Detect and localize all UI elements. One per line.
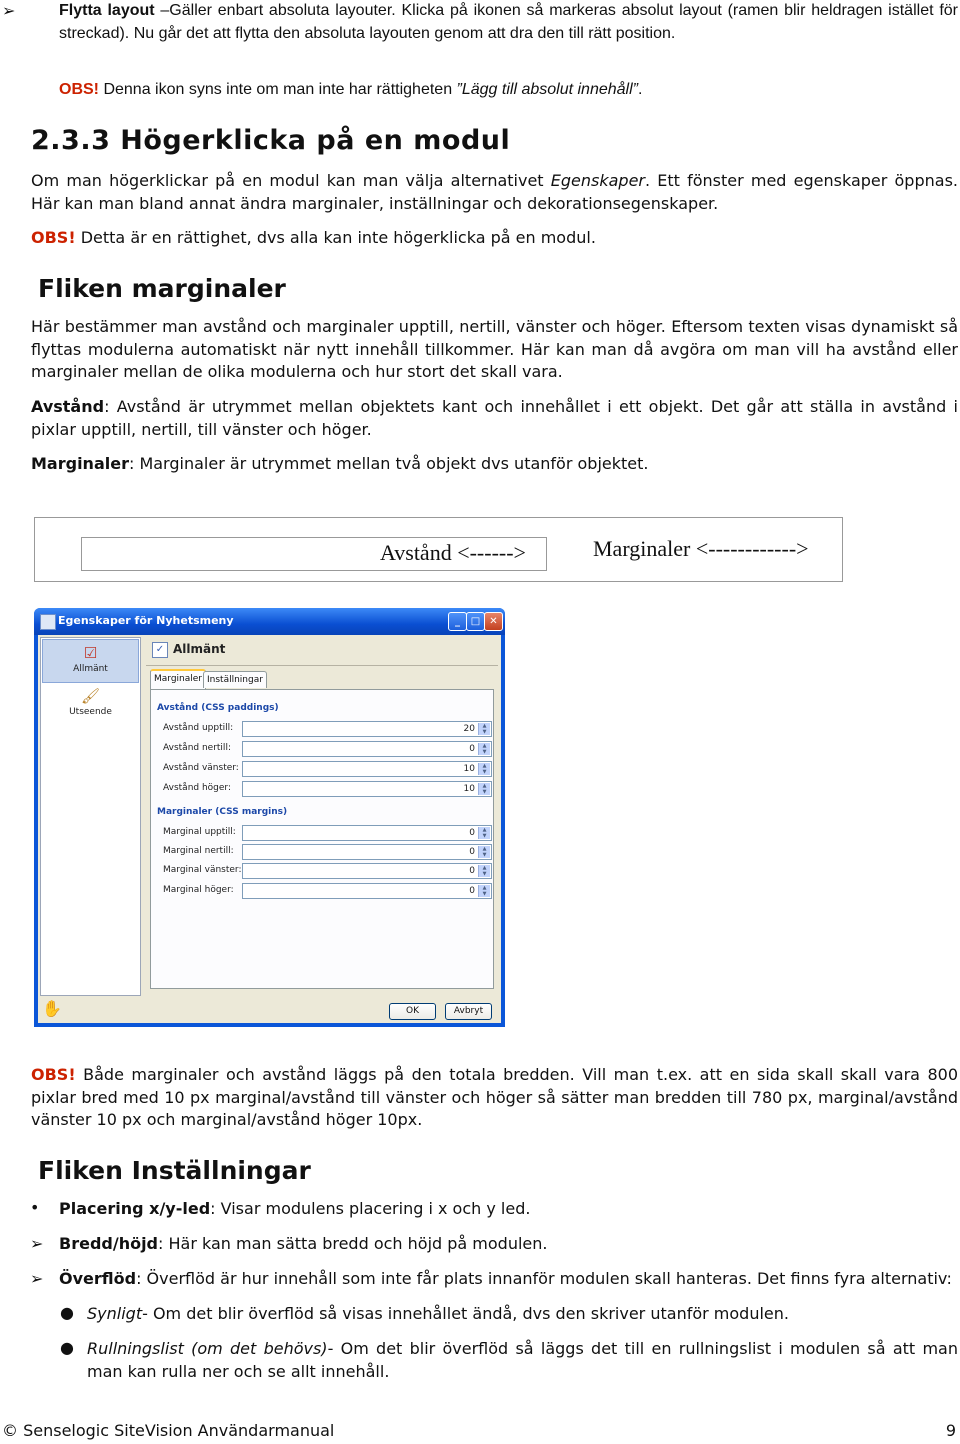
- ok-button[interactable]: OK: [389, 1003, 436, 1020]
- bullet-dot-icon: ●: [60, 1303, 74, 1322]
- obs-text: Både marginaler och avstånd läggs på den totala bredden. Vill man t.ex. att en sida skall skall vara 800 pixlar bred med 10 px marginal/avstånd till vänster och höger så sätter man bredden till 780 px, marginal/avstånd vänster 10 px och marginal/avstånd höger 10px.: [31, 1065, 958, 1129]
- dialog-title: Egenskaper för Nyhetsmeny: [58, 614, 234, 627]
- dialog-main-pane: [146, 637, 498, 994]
- close-icon[interactable]: ✕: [484, 612, 503, 631]
- marginals-heading: Fliken marginaler: [38, 274, 286, 303]
- margin-bottom-input[interactable]: [242, 844, 492, 860]
- padding-margin-diagram: [34, 517, 843, 582]
- field-value: 0: [469, 886, 475, 896]
- tab-installningar[interactable]: Inställningar: [203, 671, 267, 688]
- avstand-paragraph: [31, 396, 958, 441]
- page-number: 9: [945, 1421, 956, 1440]
- field-label: Marginal nertill:: [163, 846, 234, 856]
- arrow-bullet-icon: ➢: [30, 1269, 44, 1288]
- item-text: : Här kan man sätta bredd och höjd på modulen.: [158, 1234, 548, 1253]
- obs-label: OBS!: [31, 228, 76, 247]
- padding-bottom-input[interactable]: [242, 741, 492, 757]
- field-value: 10: [463, 784, 475, 794]
- sidebar-item-allmant[interactable]: [42, 639, 139, 683]
- marginaler-paragraph: [31, 453, 958, 476]
- obs-text: Denna ikon syns inte om man inte har rättigheten: [99, 81, 457, 98]
- bullet-dot-icon: ●: [60, 1338, 74, 1357]
- padding-left-input[interactable]: [242, 761, 492, 777]
- spinner-icon[interactable]: ▲ ▼: [478, 723, 490, 735]
- dialog-titlebar: [34, 608, 505, 635]
- item-label: Placering x/y-led: [59, 1199, 211, 1218]
- settings-item-overflod: [59, 1268, 958, 1291]
- bullet-text: –Gäller enbart absoluta layouter. Klicka på ikonen så markeras absolut layout (ramen blir heldragen istället för streckad). Nu går det att flytta den absoluta layouten genom att dra den till rätt position.: [59, 2, 959, 42]
- section-heading: 2.3.3 Högerklicka på en modul: [31, 125, 511, 156]
- settings-item-placering: [59, 1198, 958, 1221]
- spinner-icon[interactable]: ▲ ▼: [478, 885, 490, 897]
- sitevision-hand-icon: ✋: [42, 999, 62, 1018]
- obs-italic: ”Lägg till absolut innehåll”: [456, 81, 638, 98]
- dialog-sidebar: [40, 637, 141, 996]
- term-text: : Avstånd är utrymmet mellan objektets kant och innehållet i ett objekt. Det går att ställa in avstånd i pixlar upptill, nertill, till vänster och höger.: [31, 397, 958, 439]
- obs-note-3: [31, 1064, 958, 1132]
- term-label: Marginaler: [31, 454, 129, 473]
- checklist-icon: ☑: [83, 644, 98, 662]
- panel-header: [146, 637, 498, 666]
- settings-item-bredd: [59, 1233, 958, 1256]
- group-padding-title: Avstånd (CSS paddings): [157, 703, 279, 713]
- obs-label: OBS!: [31, 1065, 76, 1084]
- field-label: Marginal upptill:: [163, 827, 236, 837]
- obs-note-1: [59, 79, 958, 102]
- sidebar-item-label: Allmänt: [73, 664, 108, 674]
- field-value: 0: [469, 847, 475, 857]
- sidebar-item-label: Utseende: [69, 707, 112, 717]
- option-text: - Om det blir överflöd så läggs det till en rullningslist i modulen så att man man kan rulla ner och se allt innehåll.: [87, 1339, 958, 1381]
- tab-content: [150, 689, 494, 989]
- term-label: Avstånd: [31, 397, 105, 416]
- option-text: - Om det blir överflöd så visas innehållet ändå, dvs den skriver utanför modulen.: [142, 1304, 789, 1323]
- margin-top-input[interactable]: [242, 825, 492, 841]
- properties-dialog: [34, 608, 505, 1027]
- window-app-icon: [40, 614, 56, 630]
- arrow-bullet-icon: ➢: [30, 1234, 44, 1253]
- item-text: : Överflöd är hur innehåll som inte får plats innanför modulen skall hanteras. Det finns fyra alternativ:: [136, 1269, 952, 1288]
- spinner-icon[interactable]: ▲ ▼: [478, 846, 490, 858]
- spinner-icon[interactable]: ▲ ▼: [478, 865, 490, 877]
- minimize-icon[interactable]: _: [448, 612, 467, 631]
- sidebar-item-utseende[interactable]: [42, 683, 139, 725]
- overflow-option-rullningslist: [87, 1338, 958, 1383]
- spinner-icon[interactable]: ▲ ▼: [478, 827, 490, 839]
- paintbrush-icon: 🖌: [80, 687, 101, 705]
- field-value: 0: [469, 744, 475, 754]
- checklist-icon: ✓: [152, 642, 168, 658]
- marginals-paragraph: Här bestämmer man avstånd och marginaler upptill, nertill, vänster och höger. Eftersom texten visas dynamiskt så flyttas modulerna automatiskt när nytt innehåll tillkommer. Här kan man då avgöra om man vill ha avstånd eller marginaler mellan de olika modulerna och hur stort det skall vara.: [31, 317, 958, 381]
- settings-heading: Fliken Inställningar: [38, 1156, 311, 1185]
- option-label: Synligt: [87, 1304, 143, 1323]
- overflow-option-synligt: [87, 1303, 958, 1326]
- para-text-end: . Ett fönster med egenskaper öppnas. Här kan man bland annat ändra marginaler, inställningar och dekorationsegenskaper.: [31, 171, 958, 213]
- cancel-button[interactable]: Avbryt: [445, 1003, 492, 1020]
- field-value: 10: [463, 764, 475, 774]
- group-margin-title: Marginaler (CSS margins): [157, 807, 288, 817]
- field-label: Avstånd vänster:: [163, 763, 239, 773]
- para-text: Om man högerklickar på en modul kan man välja alternativet: [31, 171, 551, 190]
- item-text: : Visar modulens placering i x och y led.: [210, 1199, 531, 1218]
- dialog-body: [38, 635, 501, 1023]
- spinner-icon[interactable]: ▲ ▼: [478, 743, 490, 755]
- section-paragraph: [31, 170, 958, 215]
- diagram-margin-label: Marginaler <------------>: [593, 536, 809, 561]
- margin-right-input[interactable]: [242, 883, 492, 899]
- diagram-padding-label: Avstånd <------>: [380, 540, 526, 565]
- spinner-icon[interactable]: ▲ ▼: [478, 783, 490, 795]
- term-text: : Marginaler är utrymmet mellan två objekt dvs utanför objektet.: [128, 454, 649, 473]
- obs-label: OBS!: [59, 81, 99, 98]
- field-value: 0: [469, 866, 475, 876]
- obs-text-end: .: [637, 81, 643, 98]
- field-value: 0: [469, 828, 475, 838]
- padding-right-input[interactable]: [242, 781, 492, 797]
- field-value: 20: [463, 724, 475, 734]
- maximize-icon[interactable]: □: [466, 612, 485, 631]
- field-label: Avstånd nertill:: [163, 743, 231, 753]
- margin-left-input[interactable]: [242, 863, 492, 879]
- obs-note-2: [31, 227, 958, 250]
- intro-bullet-paragraph: [59, 0, 958, 45]
- field-label: Marginal höger:: [163, 885, 234, 895]
- bullet-title: Flytta layout: [59, 2, 155, 19]
- tab-marginaler[interactable]: Marginaler: [150, 669, 206, 689]
- padding-top-input[interactable]: [242, 721, 492, 737]
- spinner-icon[interactable]: ▲ ▼: [478, 763, 490, 775]
- obs-text: Detta är en rättighet, dvs alla kan inte högerklicka på en modul.: [75, 228, 596, 247]
- field-label: Marginal vänster:: [163, 865, 242, 875]
- option-label: Rullningslist (om det behövs): [87, 1339, 328, 1358]
- para-italic: Egenskaper: [550, 171, 645, 190]
- field-label: Avstånd upptill:: [163, 723, 234, 733]
- field-label: Avstånd höger:: [163, 783, 232, 793]
- item-label: Överflöd: [59, 1269, 137, 1288]
- arrow-bullet-icon: ➢: [2, 1, 16, 20]
- bullet-dot-icon: •: [30, 1198, 40, 1217]
- item-label: Bredd/höjd: [59, 1234, 159, 1253]
- footer-copyright: © Senselogic SiteVision Användarmanual: [2, 1421, 335, 1440]
- panel-title: Allmänt: [173, 642, 226, 656]
